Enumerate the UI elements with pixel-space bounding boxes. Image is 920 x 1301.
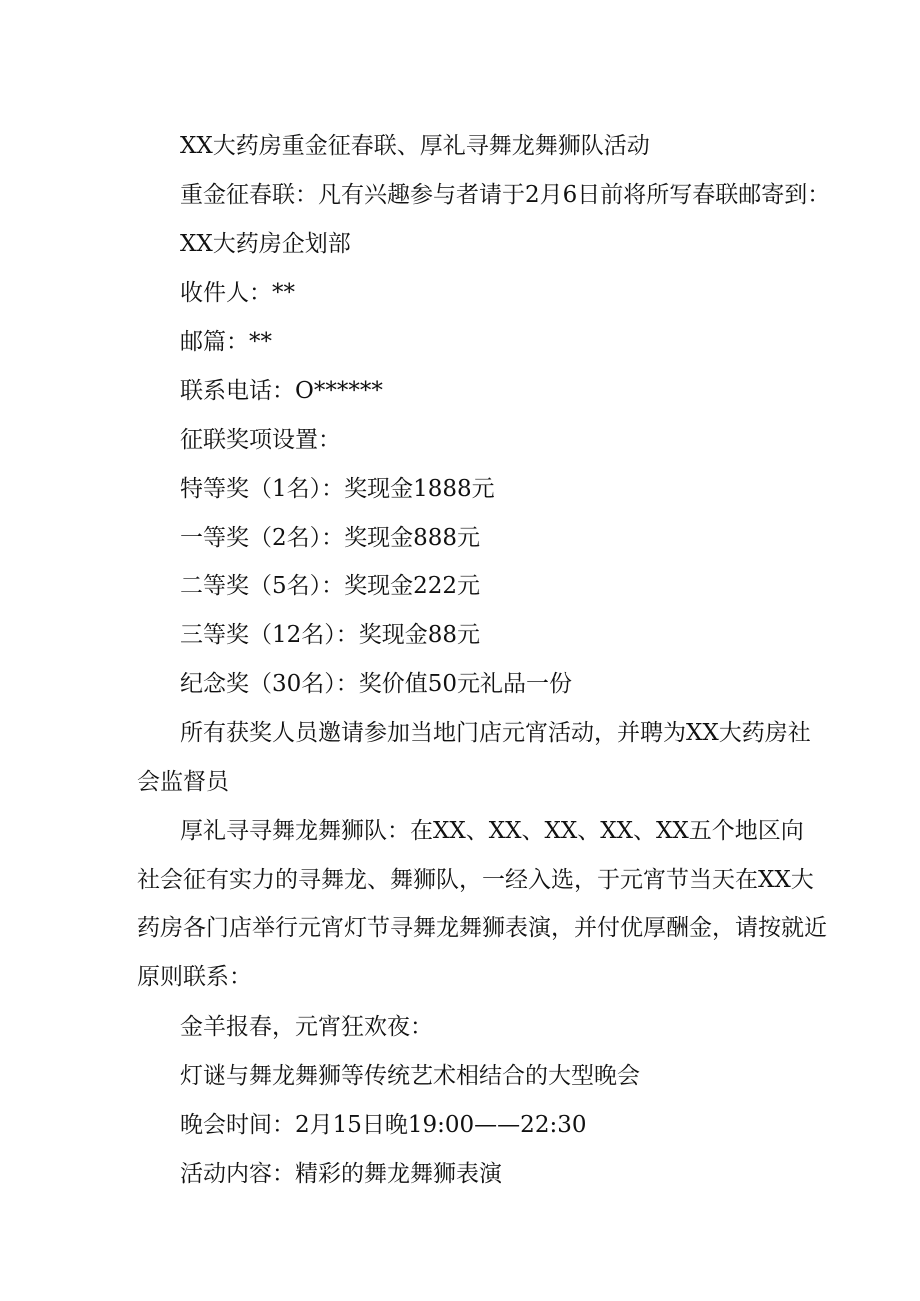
gala-description: 灯谜与舞龙舞狮等传统艺术相结合的大型晚会 (180, 1063, 640, 1089)
activity-content: 活动内容：精彩的舞龙舞狮表演 (180, 1161, 502, 1187)
award-item: 特等奖（1名）：奖现金1888元 (180, 476, 495, 502)
winners-note-line: 会监督员 (137, 769, 229, 795)
award-item: 三等奖（12名）：奖现金88元 (180, 622, 481, 648)
document-title: XX大药房重金征春联、厚礼寻舞龙舞狮队活动 (180, 133, 650, 159)
dragon-lion-line: 原则联系： (137, 964, 252, 990)
couplet-intro: 重金征春联：凡有兴趣参与者请于2月6日前将所写春联邮寄到： (180, 182, 831, 208)
winners-note-line: 所有获奖人员邀请参加当地门店元宵活动，并聘为XX大药房社 (180, 720, 811, 746)
dragon-lion-line: 社会征有实力的寻舞龙、舞狮队，一经入选，于元宵节当天在XX大 (137, 867, 814, 893)
award-item: 二等奖（5名）：奖现金222元 (180, 573, 481, 599)
gala-heading: 金羊报春，元宵狂欢夜： (180, 1014, 433, 1040)
dragon-lion-line: 厚礼寻寻舞龙舞狮队：在XX、XX、XX、XX、XX五个地区向 (180, 818, 804, 844)
gala-time: 晚会时间：2月15日晚19:00——22:30 (180, 1112, 587, 1138)
award-item: 纪念奖（30名）：奖价值50元礼品一份 (180, 671, 573, 697)
award-item: 一等奖（2名）：奖现金888元 (180, 525, 481, 551)
recipient: 收件人：** (180, 280, 295, 306)
postcode: 邮篇：** (180, 329, 272, 355)
department: XX大药房企划部 (180, 231, 351, 257)
phone: 联系电话：O****** (180, 378, 383, 404)
dragon-lion-line: 药房各门店举行元宵灯节寻舞龙舞狮表演，并付优厚酬金，请按就近 (137, 915, 827, 941)
awards-heading: 征联奖项设置： (180, 427, 341, 453)
